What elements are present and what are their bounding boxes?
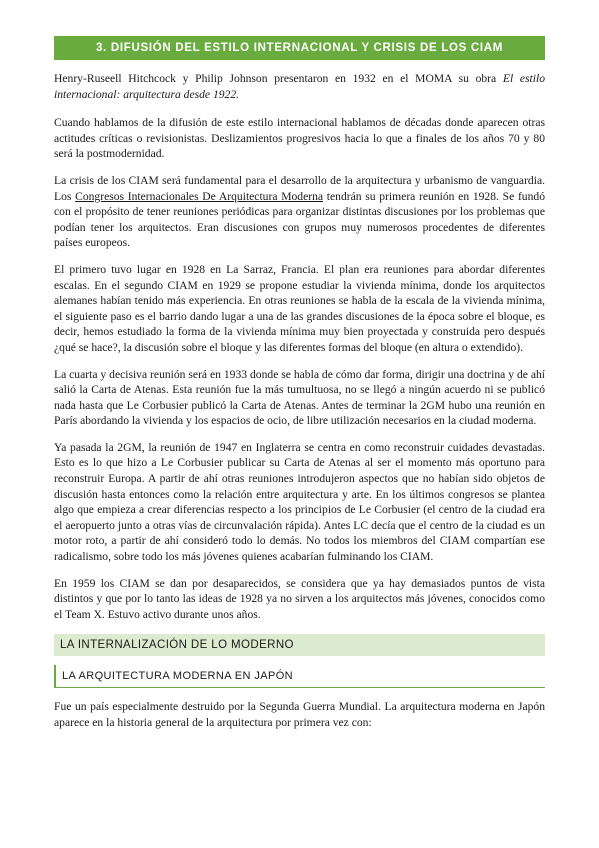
paragraph-fin-ciam: En 1959 los CIAM se dan por desaparecidos, se considera que ya hay demasiados puntos de vista distintos y que por lo tanto las ideas de 1928 ya no sirven a los arquitectos más jóvenes, conocidos como el Team X. Estuvo activo durante unos años. [54,576,545,621]
paragraph-posguerra: Ya pasada la 2GM, la reunión de 1947 en Inglaterra se centra en como reconstruir cuidades devastadas. Esto es lo que hizo a Le Corbusier publicar su Carta de Atenas al ser el momento más oportuno para reconstruir Europa. A partir de ahí otras reuniones introdujeron aspectos que no habían sido objetos de discusión hasta entonces como la relación entre arquitectura y arte. En los últimos congresos se plantea algo que empieza a crear diferencias respecto a los principios de Le Corbusier (el centro de la ciudad era el aeropuerto junto a otras vías de circunvalación rápida). Antes LC decía que el centro de la ciudad es un motor roto, a partir de ahí consideró todo lo demás. No todos los miembros del CIAM compartían ese radicalismo, sobre todo los más jóvenes quienes acabarían fulminando los CIAM. [54,440,545,564]
paragraph-primer-ciam: El primero tuvo lugar en 1928 en La Sarraz, Francia. El plan era reuniones para abordar diferentes escalas. En el segundo CIAM en 1929 se propone estudiar la vivienda mínima, donde los arquitectos alemanes habían tenido más experiencia. En otras reuniones se habla de la escala de la vivienda mínima, el siguiente paso es el barrio dando lugar a una de las grandes discusiones de la época sobre el bloque, es decir, hemos estudiado la forma de la vivienda mínima muy bien proyectada y construida pero después ¿qué se hace?, la discusión sobre el bloque y las diferentes formas del bloque (en altura o extendido). [54,262,545,354]
paragraph-crisis-before: La crisis de los CIAM será fundamental para el desarrollo de la arquitectura y urbanismo de vanguardia. Los [54,173,545,203]
paragraph-crisis-after: tendrán su primera reunión en 1928. Se fundó con el propósito de tener reuniones periódicas para organizar distintas discusiones por los problemas que podían tener los arquitectos. Eran discusiones con grupos muy numerosos procedentes de diferentes países europeos. [54,189,545,250]
ciam-underlined-term: Congresos Internacionales De Arquitectura Moderna [75,189,324,203]
paragraph-difusion: Cuando hablamos de la difusión de este estilo internacional hablamos de décadas donde aparecen otras actitudes críticas o revisionistas. Deslizamientos progresivos hacia lo que a finales de los años 70 y 80 será la postmodernidad. [54,116,545,161]
paragraph-japon: Fue un país especialmente destruido por la Segunda Guerra Mundial. La arquitectura moderna en Japón aparece en la historia general de la arquitectura por primera vez con: [54,700,545,729]
paragraph-cuarta-reunion: La cuarta y decisiva reunión será en 1933 donde se habla de cómo dar forma, dirigir una doctrina y de ahí salió la Carta de Atenas. Esta reunión fue la más tumultuosa, no se llegó a ningún acuerdo ni se publicó nada hasta que Le Corbusier publicó la Carta de Atenas. Antes de terminar la 2GM hubo una reunión en París abordando la vivienda y los espacios de ocio, de libre utilización necesarios en la ciudad moderna. [54,367,545,428]
paragraph-intro [54,71,545,102]
paragraph-crisis-ciam [54,173,545,251]
book-title: El estilo internacional: arquitectura desde 1922. [54,72,546,101]
subsection-title-bar: LA INTERNALIZACIÓN DE LO MODERNO [54,634,545,656]
subsubsection-heading: LA ARQUITECTURA MODERNA EN JAPÓN [54,665,545,688]
section-title-bar: 3. DIFUSIÓN DEL ESTILO INTERNACIONAL Y CRISIS DE LOS CIAM [54,36,545,60]
paragraph-intro-text: Henry-Ruseell Hitchcock y Philip Johnson presentaron en 1932 en el MOMA su obra [54,72,503,85]
